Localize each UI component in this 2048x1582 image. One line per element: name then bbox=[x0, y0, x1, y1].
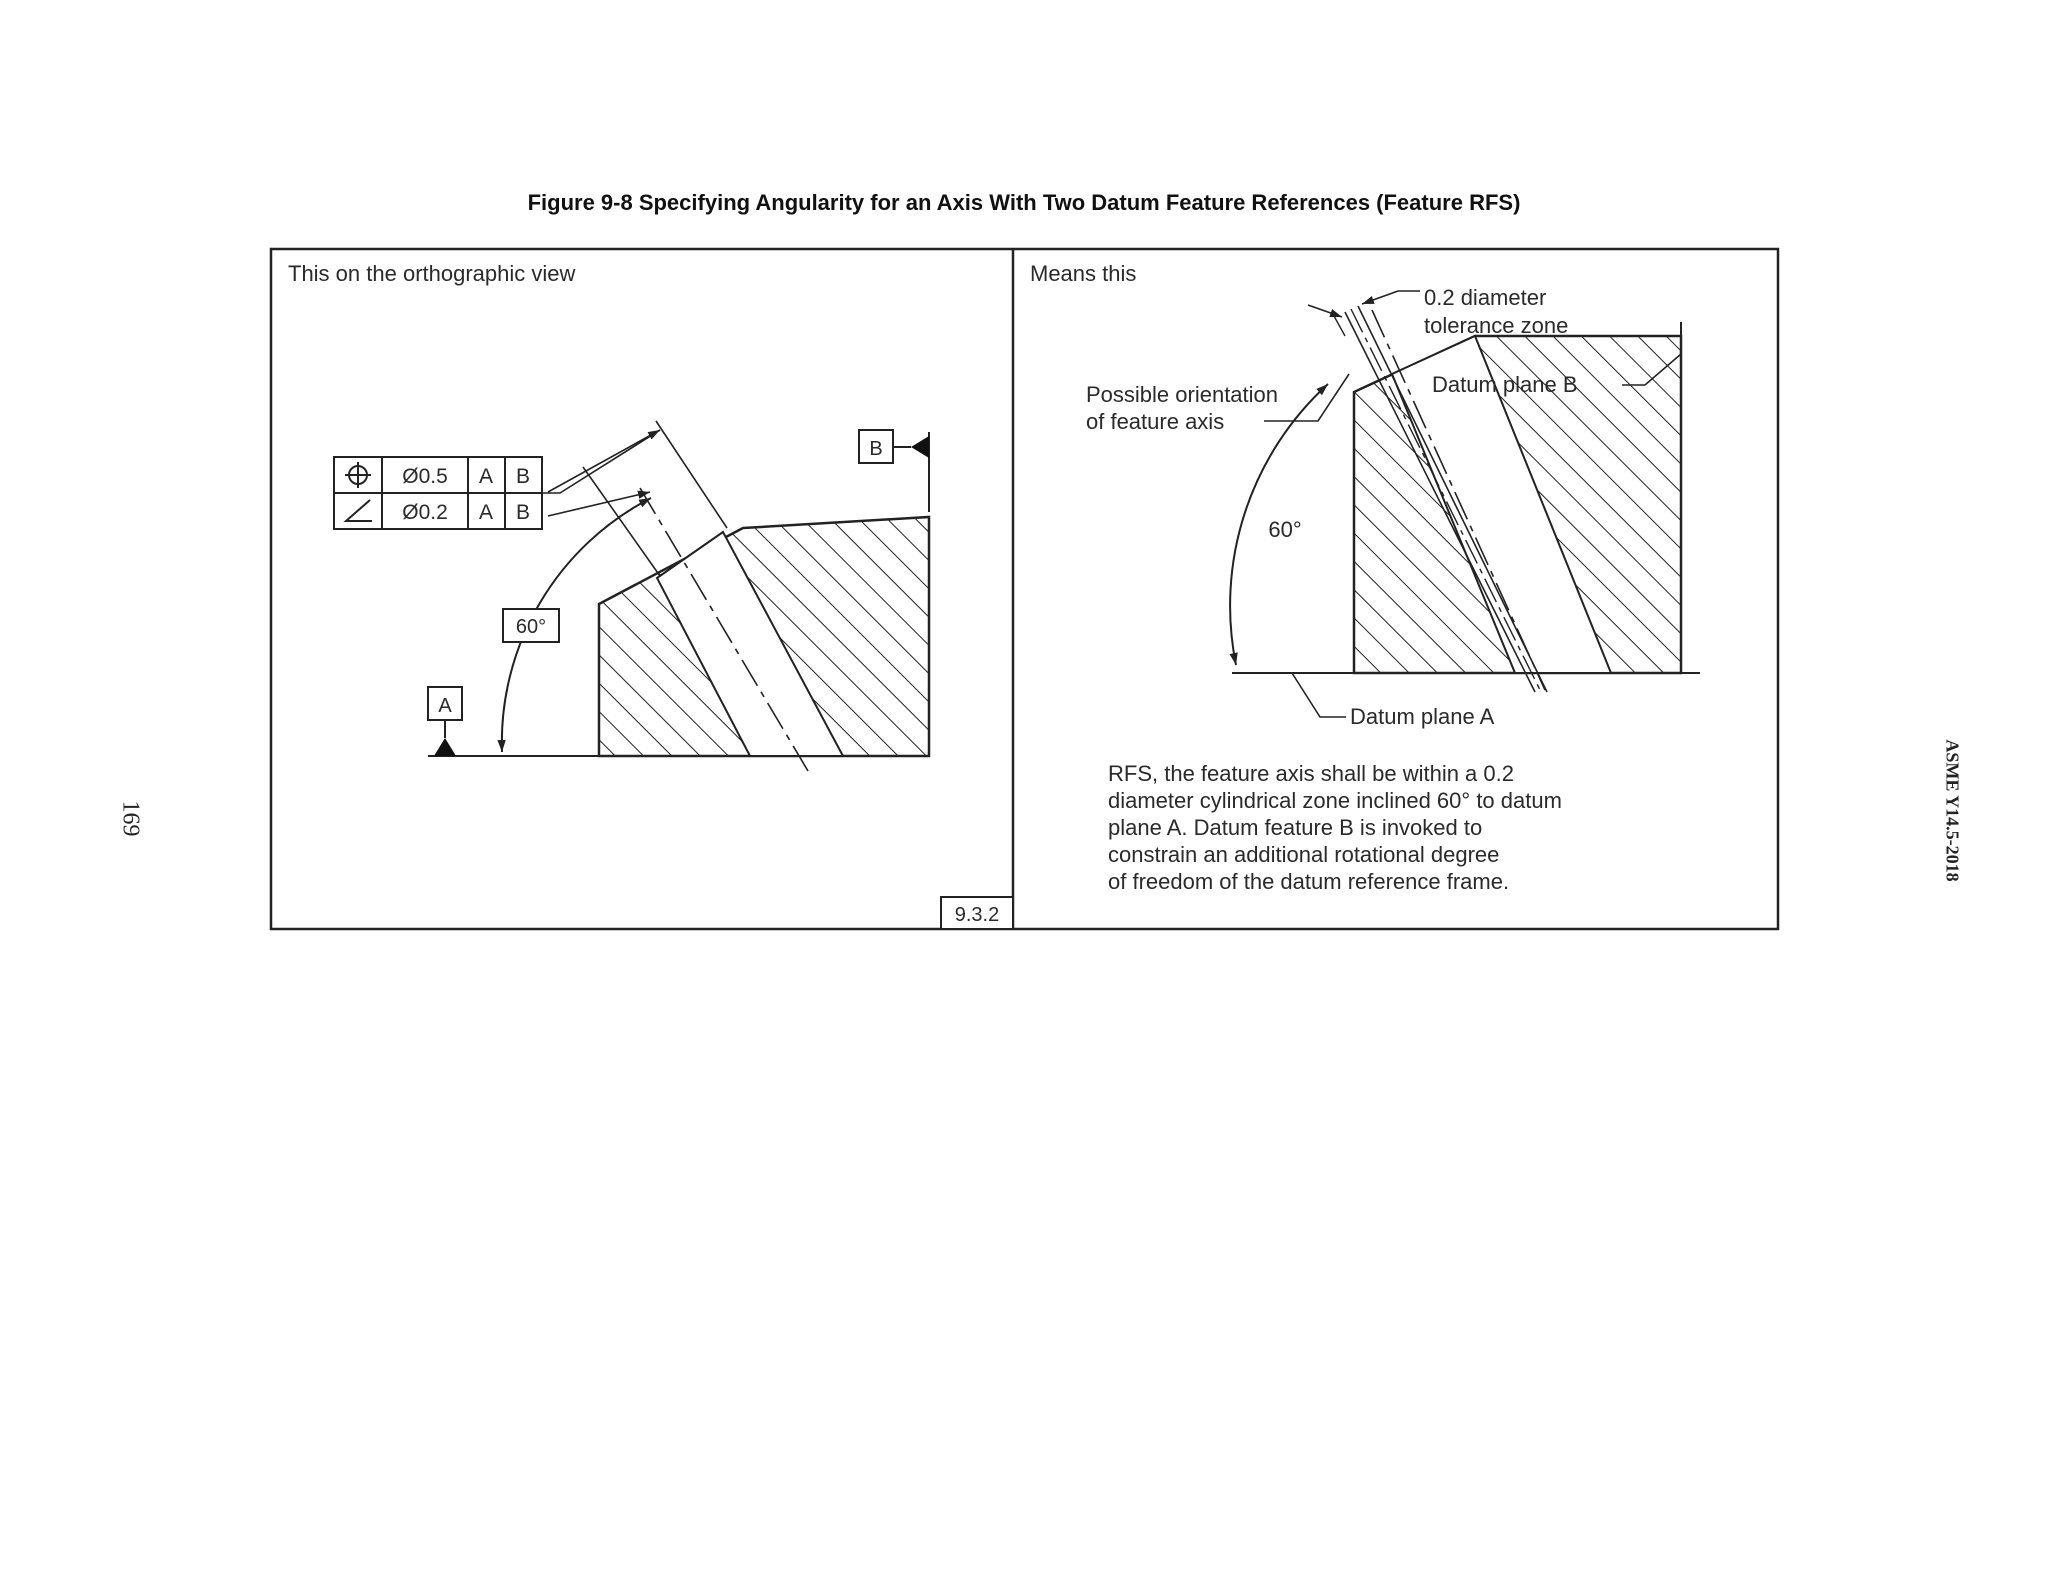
left-panel bbox=[288, 261, 1013, 929]
left-panel-heading: This on the orthographic view bbox=[288, 261, 576, 286]
datum-b-label: B bbox=[869, 438, 883, 460]
fcf-row1-datum2: B bbox=[515, 465, 531, 488]
fcf-row2-datum2: B bbox=[515, 501, 531, 524]
zone-extension-1 bbox=[1334, 316, 1345, 336]
extension-line-1 bbox=[583, 467, 660, 576]
datum-a-triangle bbox=[434, 738, 456, 756]
zone-label-line1: 0.2 diameter bbox=[1424, 285, 1547, 310]
zone-label-line2: tolerance zone bbox=[1424, 313, 1569, 338]
datum-plane-a-label: Datum plane A bbox=[1350, 704, 1495, 729]
angle-label: 60° bbox=[515, 616, 547, 638]
right-panel bbox=[1030, 261, 1700, 894]
datum-a-label: A bbox=[438, 695, 452, 717]
explanation-line-1: RFS, the feature axis shall be within a 0.2 bbox=[1108, 761, 1514, 786]
extension-line-2 bbox=[656, 421, 727, 528]
zone-arrow-right bbox=[1362, 291, 1398, 304]
page-number: 169 bbox=[117, 800, 144, 837]
figure-title: Figure 9-8 Specifying Angularity for an Axis With Two Datum Feature References (Feature RFS) bbox=[527, 190, 1521, 215]
reference-number: 9.3.2 bbox=[954, 904, 1000, 926]
explanation-line-3: plane A. Datum feature B is invoked to bbox=[1108, 815, 1483, 840]
explanation-line-4: constrain an additional rotational degree bbox=[1108, 842, 1500, 867]
axis-label-line2: of feature axis bbox=[1086, 409, 1225, 434]
axis-label-line1: Possible orientation bbox=[1086, 382, 1279, 407]
explanation-text bbox=[1108, 761, 1562, 894]
angle-label-right: 60° bbox=[1268, 517, 1302, 542]
datum-plane-b-label: Datum plane B bbox=[1432, 372, 1578, 397]
zone-arrow-left bbox=[1308, 305, 1342, 317]
fcf-row2-tolerance: Ø0.2 bbox=[402, 501, 448, 524]
fcf-leader-segment bbox=[548, 430, 660, 492]
fcf-row1-datum1: A bbox=[478, 465, 494, 488]
datum-b-triangle bbox=[911, 436, 929, 458]
feature-control-frame bbox=[334, 457, 542, 529]
datum-plane-a-leader bbox=[1292, 673, 1346, 717]
explanation-line-2: diameter cylindrical zone inclined 60° to datum bbox=[1108, 788, 1562, 813]
dimension-arrow bbox=[548, 492, 650, 516]
standard-identifier: ASME Y14.5-2018 bbox=[1942, 739, 1963, 882]
explanation-line-5: of freedom of the datum reference frame. bbox=[1108, 869, 1510, 894]
right-panel-heading: Means this bbox=[1030, 261, 1137, 286]
fcf-row2-datum1: A bbox=[478, 501, 494, 524]
fcf-row1-tolerance: Ø0.5 bbox=[402, 465, 448, 488]
